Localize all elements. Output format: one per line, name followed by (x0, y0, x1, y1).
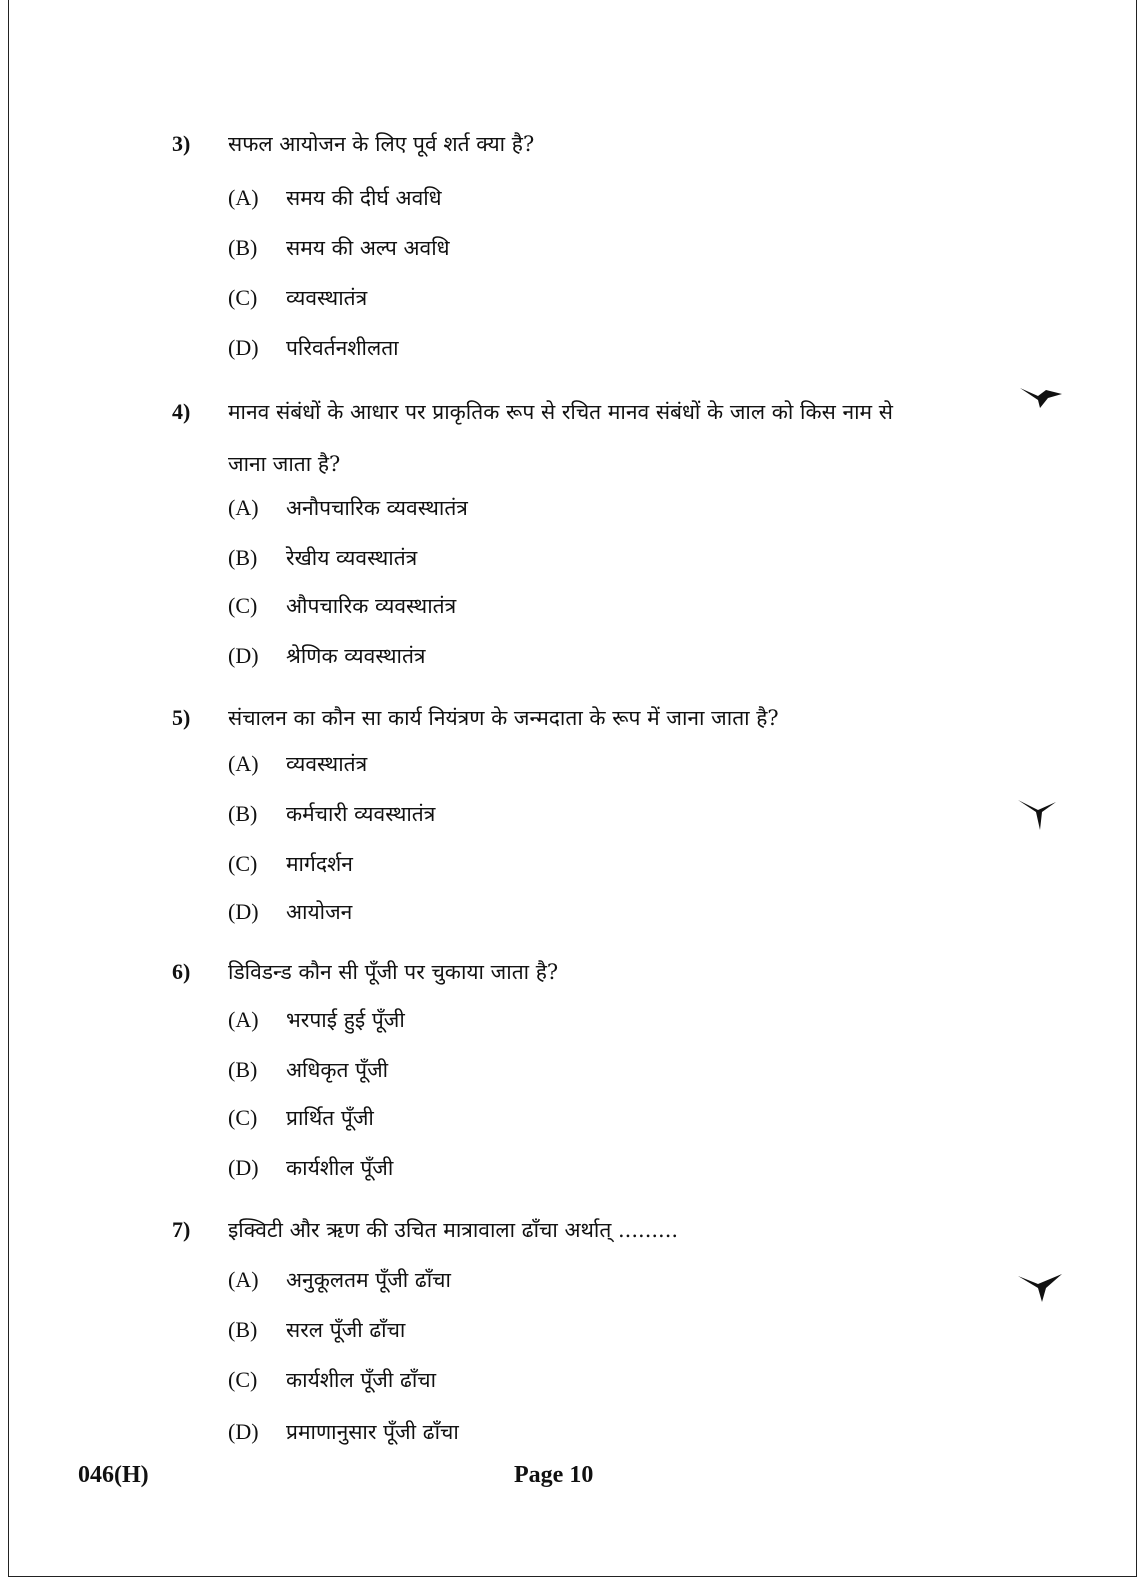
option-letter: (D) (228, 1419, 259, 1444)
option-letter: (C) (228, 593, 258, 618)
option-text: व्यवस्थातंत्र (286, 286, 368, 310)
scan-mark-icon (1016, 796, 1062, 832)
option-text: सरल पूँजी ढाँचा (286, 1318, 406, 1342)
option-letter: (C) (228, 285, 258, 310)
option-letter: (B) (228, 1057, 258, 1082)
question-number: 3) (172, 131, 191, 156)
option-letter: (D) (228, 335, 259, 360)
option-b (228, 798, 435, 830)
option-b (228, 542, 417, 574)
option-text: प्रमाणानुसार पूँजी ढाँचा (286, 1420, 459, 1444)
option-a (228, 492, 468, 524)
option-c (228, 1364, 436, 1396)
question-text: सफल आयोजन के लिए पूर्व शर्त क्या है? (228, 132, 535, 156)
option-c (228, 848, 353, 880)
option-text: परिवर्तनशीलता (286, 336, 399, 360)
option-a (228, 1264, 451, 1296)
option-letter: (A) (228, 751, 259, 776)
option-text: कार्यशील पूँजी (286, 1156, 394, 1180)
option-text: मार्गदर्शन (286, 852, 353, 876)
option-c (228, 1102, 374, 1134)
option-a (228, 748, 367, 780)
option-letter: (A) (228, 1007, 259, 1032)
question-text: संचालन का कौन सा कार्य नियंत्रण के जन्मदाता के रूप में जाना जाता है? (228, 706, 779, 730)
option-text: व्यवस्थातंत्र (286, 752, 368, 776)
option-letter: (B) (228, 545, 258, 570)
option-text: अधिकृत पूँजी (286, 1058, 389, 1082)
option-letter: (B) (228, 801, 258, 826)
option-c (228, 282, 367, 314)
question-number: 5) (172, 705, 191, 730)
option-c (228, 590, 456, 622)
question-number: 4) (172, 399, 191, 424)
question-text: इक्विटी और ऋण की उचित मात्रावाला ढाँचा अर्थात् ......... (228, 1218, 679, 1242)
option-b (228, 1314, 405, 1346)
option-letter: (D) (228, 1155, 259, 1180)
option-letter: (B) (228, 1317, 258, 1342)
page-border (8, 0, 1137, 1577)
option-b (228, 232, 450, 264)
option-letter: (A) (228, 185, 259, 210)
option-text: श्रेणिक व्यवस्थातंत्र (286, 644, 426, 668)
option-d (228, 1152, 393, 1184)
option-text: रेखीय व्यवस्थातंत्र (286, 546, 418, 570)
option-text: अनौपचारिक व्यवस्थातंत्र (286, 496, 468, 520)
option-text: कार्यशील पूँजी ढाँचा (286, 1368, 437, 1392)
option-a (228, 1004, 405, 1036)
option-text: कर्मचारी व्यवस्थातंत्र (286, 802, 436, 826)
option-d (228, 1416, 459, 1448)
option-text: समय की अल्प अवधि (286, 236, 450, 260)
question-number: 7) (172, 1217, 191, 1242)
scan-mark-icon (1018, 384, 1064, 414)
option-letter: (B) (228, 235, 258, 260)
option-d (228, 640, 426, 672)
option-d (228, 896, 352, 928)
paper-code: 046(H) (78, 1462, 149, 1488)
option-text: आयोजन (286, 900, 353, 924)
option-d (228, 332, 399, 364)
question-number: 6) (172, 959, 191, 984)
question-text: मानव संबंधों के आधार पर प्राकृतिक रूप से रचित मानव संबंधों के जाल को किस नाम से जाना जाता है? (228, 400, 893, 476)
option-text: अनुकूलतम पूँजी ढाँचा (286, 1268, 451, 1292)
page-number: Page 10 (514, 1462, 594, 1488)
option-text: भरपाई हुई पूँजी (286, 1008, 405, 1032)
option-b (228, 1054, 388, 1086)
option-letter: (C) (228, 1367, 258, 1392)
scan-mark-icon (1016, 1270, 1066, 1304)
option-letter: (A) (228, 1267, 259, 1292)
option-a (228, 182, 442, 214)
option-text: औपचारिक व्यवस्थातंत्र (286, 594, 457, 618)
question-text: डिविडन्ड कौन सी पूँजी पर चुकाया जाता है? (228, 960, 559, 984)
option-letter: (D) (228, 643, 259, 668)
option-text: प्रार्थित पूँजी (286, 1106, 374, 1130)
option-letter: (C) (228, 1105, 258, 1130)
option-letter: (D) (228, 899, 259, 924)
option-text: समय की दीर्घ अवधि (286, 186, 442, 210)
option-letter: (C) (228, 851, 258, 876)
option-letter: (A) (228, 495, 259, 520)
